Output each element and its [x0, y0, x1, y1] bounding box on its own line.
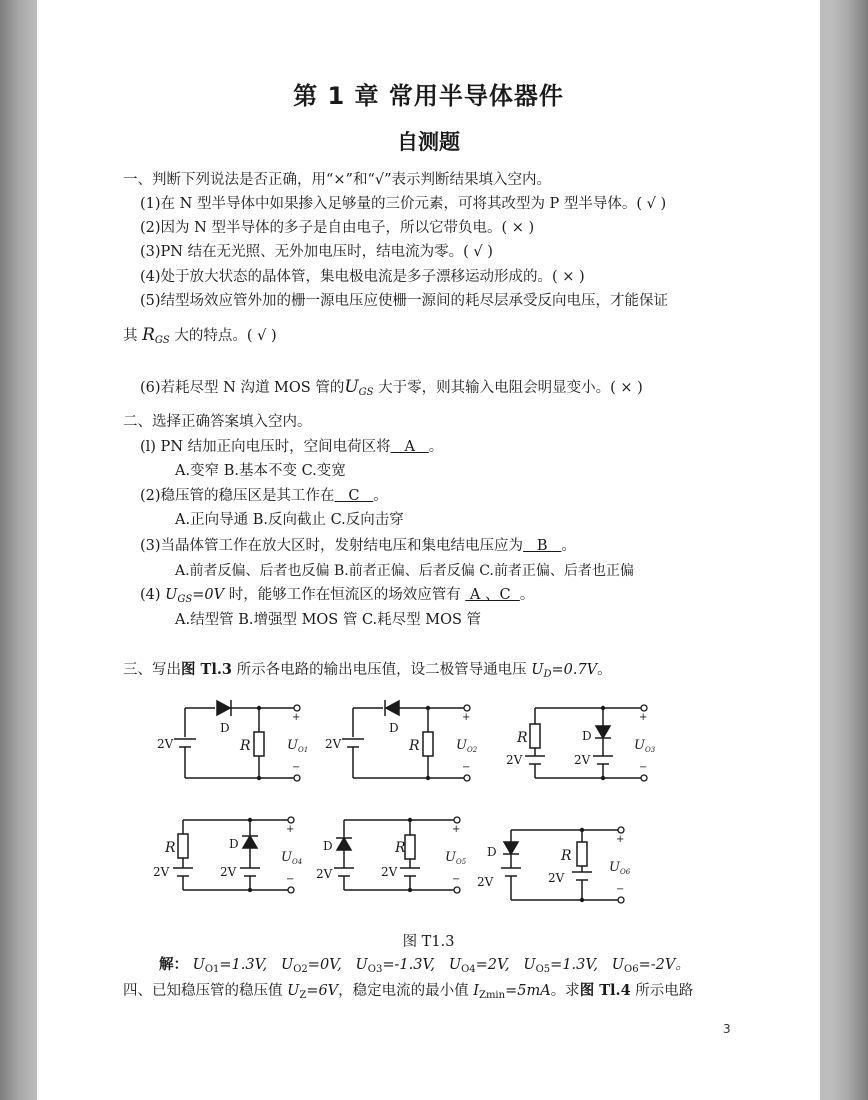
s1-q5-line1: (5)结型场效应管外加的栅一源电压应使栅一源间的耗尽层承受反向电压，才能保证	[140, 293, 669, 309]
answer-item: $U_{O5}=1.3V$,	[523, 957, 598, 975]
c3-resistor-label: R	[517, 730, 528, 746]
svg-text:UO2: $U_{O2}$	[456, 738, 478, 754]
section-subtitle: 自测题	[397, 130, 460, 154]
chapter-title: 第 1 章 常用半导体器件	[293, 82, 564, 110]
s1-q5-line2: 其 $R_{GS}$ 大的特点。( √ )	[123, 325, 277, 346]
c4-output-label: U	[281, 850, 292, 865]
svg-text:+: +	[462, 712, 471, 723]
svg-text:−: −	[639, 762, 648, 773]
c5-zener-voltage-label: 2V	[381, 865, 398, 879]
c6-diode-label: D	[487, 845, 497, 859]
c4-diode-label: D	[229, 837, 239, 851]
c1-output-label: U	[287, 738, 298, 753]
c2-output-label: U	[456, 738, 467, 753]
svg-text:−: −	[292, 762, 301, 773]
c5-source-label: 2V	[316, 867, 333, 881]
answer-item: $U_{O3}=-1.3V$,	[355, 957, 435, 975]
s2-q1: (l) PN 结加正向电压时，空间电荷区将 A 。	[140, 439, 444, 455]
figure-caption: 图 T1.3	[402, 934, 455, 950]
s1-q1: (1)在 N 型半导体中如果掺入足够量的三价元素，可将其改型为 P 型半导体。( √ )	[140, 196, 667, 212]
c3-diode-label: D	[582, 729, 592, 743]
s2-q2: (2)稳压管的稳压区是其工作在 C 。	[140, 488, 388, 504]
c6-source-label: 2V	[477, 875, 494, 889]
circuit-diagrams	[37, 690, 820, 920]
section1-heading: 一、判断下列说法是否正确，用“×”和“√”表示判断结果填入空内。	[123, 172, 552, 188]
c1-resistor-label: R	[240, 738, 251, 754]
document-page	[37, 0, 820, 1100]
s1-q4: (4)处于放大状态的晶体管，集电极电流是多子漂移运动形成的。( × )	[140, 269, 585, 285]
c1-source-label: 2V	[157, 737, 174, 751]
section4-heading: 四、已知稳压管的稳压值 $U_Z=6V$，稳定电流的最小值 $I_{Zmin}=5mA$。求图 Tl.4 所示电路	[123, 982, 694, 1001]
s1-q6: (6)若耗尽型 N 沟道 MOS 管的$U_{GS}$ 大于零，则其输入电阻会明显变小。( × )	[140, 377, 643, 398]
svg-text:−: −	[616, 884, 625, 895]
s2-q1-options: A.变窄 B.基本不变 C.变宽	[175, 463, 346, 479]
page-number: 3	[723, 1022, 731, 1036]
c2-resistor-label: R	[409, 738, 420, 754]
svg-text:+: +	[286, 824, 295, 835]
c5-resistor-label: R	[395, 840, 406, 856]
section2-heading: 二、选择正确答案填入空内。	[123, 414, 312, 430]
svg-text:−: −	[286, 874, 295, 885]
c4-resistor-label: R	[165, 840, 176, 856]
s1-q3: (3)PN 结在无光照、无外加电压时，结电流为零。( √ )	[140, 244, 493, 260]
c6-zener-voltage-label: 2V	[548, 871, 565, 885]
c2-diode-label: D	[389, 721, 399, 735]
svg-text:UO5: $U_{O5}$	[445, 850, 467, 866]
svg-text:−: −	[462, 762, 471, 773]
svg-text:UO1: $U_{O1}$	[287, 738, 309, 754]
c2-source-label: 2V	[325, 737, 342, 751]
c1-diode-label: D	[220, 721, 230, 735]
answer-label: 解：	[159, 956, 188, 973]
s1-q2: (2)因为 N 型半导体的多子是自由电子，所以它带负电。( × )	[140, 220, 535, 236]
svg-text:+: +	[639, 712, 648, 723]
figure-t1-3	[37, 690, 820, 920]
c6-output-label: U	[609, 860, 620, 875]
answer-line	[159, 955, 690, 980]
c6-resistor-label: R	[561, 848, 572, 864]
c3-zener-voltage-label: 2V	[574, 753, 591, 767]
s2-q4-options: A.结型管 B.增强型 MOS 管 C.耗尽型 MOS 管	[175, 612, 482, 628]
answer-item: $U_{O1}=1.3V$,	[192, 957, 268, 975]
c3-output-label: U	[634, 738, 645, 753]
svg-text:+: +	[292, 712, 301, 723]
svg-text:UO4: $U_{O4}$	[281, 850, 303, 866]
c5-diode-label: D	[323, 839, 333, 853]
s2-q3-options: A.前者反偏、后者也反偏 B.前者正偏、后者反偏 C.前者正偏、后者也正偏	[175, 563, 634, 579]
svg-text:+: +	[452, 824, 461, 835]
c4-zener-voltage-label: 2V	[220, 865, 237, 879]
c3-source-label: 2V	[506, 753, 523, 767]
svg-text:UO6: $U_{O6}$	[609, 860, 631, 876]
svg-text:UO3: $U_{O3}$	[634, 738, 656, 754]
s2-q4: (4) $U_{GS}=0V$ 时，能够工作在恒流区的场效应管有 A 、C 。	[140, 587, 535, 605]
section3-heading: 三、写出图 Tl.3 所示各电路的输出电压值，设二极管导通电压 $U_D=0.7V$。	[123, 661, 612, 680]
s2-q2-options: A.正向导通 B.反向截止 C.反向击穿	[175, 512, 404, 528]
c4-source-label: 2V	[153, 865, 170, 879]
answer-item: $U_{O6}=-2V$。	[611, 957, 690, 975]
svg-text:−: −	[452, 874, 461, 885]
answer-item: $U_{O4}=2V$,	[448, 957, 510, 975]
s2-q3: (3)当晶体管工作在放大区时，发射结电压和集电结电压应为 B 。	[140, 538, 576, 554]
c5-output-label: U	[445, 850, 456, 865]
answer-item: $U_{O2}=0V$,	[281, 957, 342, 975]
svg-text:+: +	[616, 834, 625, 845]
